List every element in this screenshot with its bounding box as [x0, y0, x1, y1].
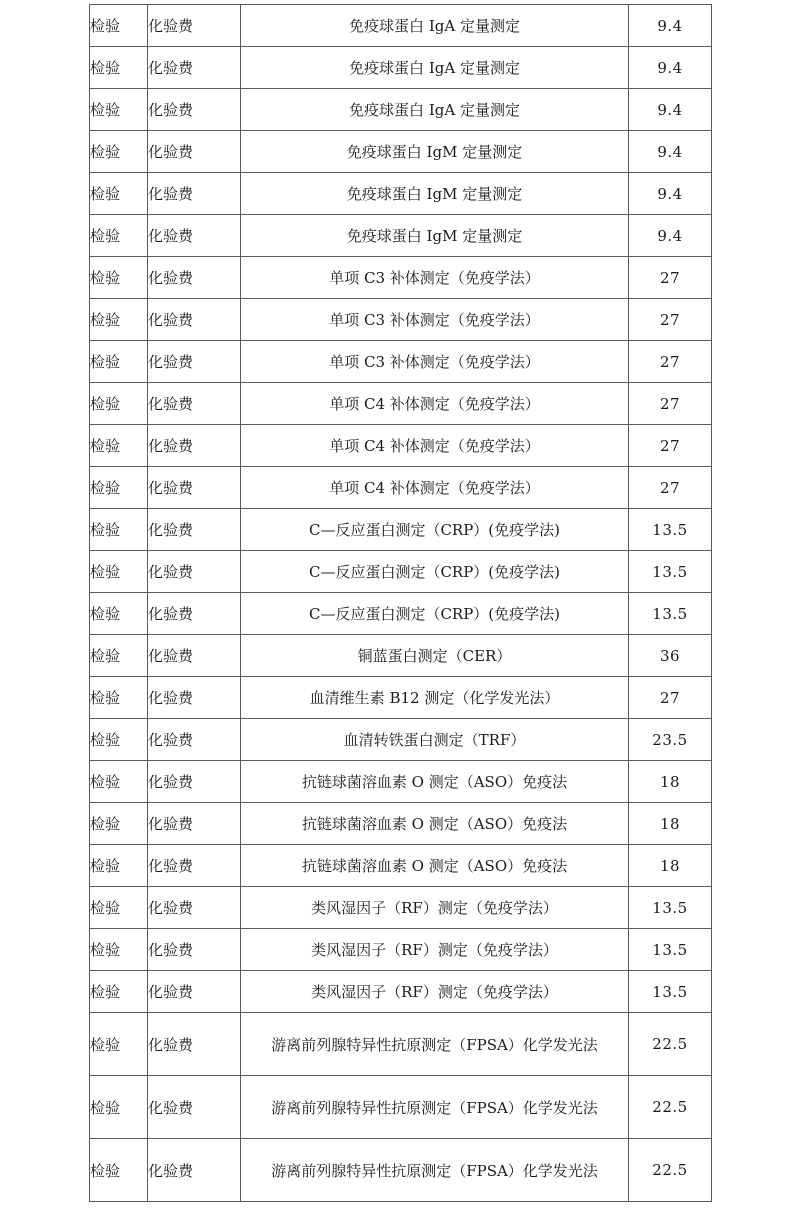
item-name-cell: 免疫球蛋白 IgM 定量测定 — [241, 173, 629, 215]
subcategory-cell: 化验费 — [148, 719, 241, 761]
fee-table — [89, 4, 712, 1202]
price-cell: 13.5 — [629, 887, 712, 929]
table-row — [90, 551, 712, 593]
table-row — [90, 971, 712, 1013]
table-row — [90, 635, 712, 677]
subcategory-cell: 化验费 — [148, 47, 241, 89]
price-cell: 22.5 — [629, 1076, 712, 1139]
category-cell: 检验 — [90, 761, 148, 803]
subcategory-cell: 化验费 — [148, 299, 241, 341]
item-name-cell: 抗链球菌溶血素 O 测定（ASO）免疫法 — [241, 803, 629, 845]
subcategory-cell: 化验费 — [148, 5, 241, 47]
subcategory-cell: 化验费 — [148, 845, 241, 887]
price-cell: 18 — [629, 761, 712, 803]
subcategory-cell: 化验费 — [148, 173, 241, 215]
item-name-cell: 游离前列腺特异性抗原测定（FPSA）化学发光法 — [241, 1076, 629, 1139]
price-cell: 27 — [629, 677, 712, 719]
table-row — [90, 425, 712, 467]
category-cell: 检验 — [90, 803, 148, 845]
table-row — [90, 383, 712, 425]
category-cell: 检验 — [90, 677, 148, 719]
category-cell: 检验 — [90, 929, 148, 971]
price-cell: 13.5 — [629, 551, 712, 593]
table-row — [90, 1139, 712, 1202]
category-cell: 检验 — [90, 425, 148, 467]
subcategory-cell: 化验费 — [148, 803, 241, 845]
item-name-cell: 单项 C3 补体测定（免疫学法） — [241, 257, 629, 299]
price-cell: 22.5 — [629, 1139, 712, 1202]
category-cell: 检验 — [90, 1139, 148, 1202]
price-cell: 9.4 — [629, 5, 712, 47]
price-cell: 18 — [629, 803, 712, 845]
table-row — [90, 677, 712, 719]
category-cell: 检验 — [90, 719, 148, 761]
category-cell: 检验 — [90, 887, 148, 929]
subcategory-cell: 化验费 — [148, 215, 241, 257]
category-cell: 检验 — [90, 845, 148, 887]
table-row — [90, 845, 712, 887]
table-row — [90, 299, 712, 341]
price-cell: 27 — [629, 257, 712, 299]
price-cell: 27 — [629, 341, 712, 383]
table-row — [90, 1013, 712, 1076]
price-cell: 9.4 — [629, 131, 712, 173]
subcategory-cell: 化验费 — [148, 257, 241, 299]
subcategory-cell: 化验费 — [148, 383, 241, 425]
category-cell: 检验 — [90, 971, 148, 1013]
table-row — [90, 929, 712, 971]
table-row — [90, 719, 712, 761]
category-cell: 检验 — [90, 47, 148, 89]
item-name-cell: 血清转铁蛋白测定（TRF） — [241, 719, 629, 761]
item-name-cell: 血清维生素 B12 测定（化学发光法） — [241, 677, 629, 719]
table-row — [90, 89, 712, 131]
price-cell: 9.4 — [629, 89, 712, 131]
table-row — [90, 173, 712, 215]
table-row — [90, 131, 712, 173]
subcategory-cell: 化验费 — [148, 761, 241, 803]
category-cell: 检验 — [90, 383, 148, 425]
item-name-cell: 抗链球菌溶血素 O 测定（ASO）免疫法 — [241, 845, 629, 887]
category-cell: 检验 — [90, 341, 148, 383]
table-row — [90, 257, 712, 299]
price-cell: 9.4 — [629, 47, 712, 89]
item-name-cell: 类风湿因子（RF）测定（免疫学法） — [241, 971, 629, 1013]
subcategory-cell: 化验费 — [148, 467, 241, 509]
table-row — [90, 467, 712, 509]
subcategory-cell: 化验费 — [148, 425, 241, 467]
item-name-cell: 免疫球蛋白 IgA 定量测定 — [241, 5, 629, 47]
price-cell: 9.4 — [629, 173, 712, 215]
subcategory-cell: 化验费 — [148, 551, 241, 593]
item-name-cell: C—反应蛋白测定（CRP）(免疫学法) — [241, 509, 629, 551]
item-name-cell: 免疫球蛋白 IgM 定量测定 — [241, 131, 629, 173]
table-row — [90, 593, 712, 635]
subcategory-cell: 化验费 — [148, 131, 241, 173]
item-name-cell: 游离前列腺特异性抗原测定（FPSA）化学发光法 — [241, 1013, 629, 1076]
table-row — [90, 5, 712, 47]
price-cell: 9.4 — [629, 215, 712, 257]
item-name-cell: 游离前列腺特异性抗原测定（FPSA）化学发光法 — [241, 1139, 629, 1202]
price-cell: 13.5 — [629, 509, 712, 551]
item-name-cell: 类风湿因子（RF）测定（免疫学法） — [241, 929, 629, 971]
fee-table-body — [90, 5, 712, 1202]
category-cell: 检验 — [90, 593, 148, 635]
category-cell: 检验 — [90, 509, 148, 551]
table-row — [90, 803, 712, 845]
price-cell: 13.5 — [629, 593, 712, 635]
table-row — [90, 509, 712, 551]
subcategory-cell: 化验费 — [148, 1013, 241, 1076]
price-cell: 27 — [629, 467, 712, 509]
subcategory-cell: 化验费 — [148, 635, 241, 677]
subcategory-cell: 化验费 — [148, 509, 241, 551]
item-name-cell: 免疫球蛋白 IgA 定量测定 — [241, 89, 629, 131]
subcategory-cell: 化验费 — [148, 929, 241, 971]
item-name-cell: C—反应蛋白测定（CRP）(免疫学法) — [241, 551, 629, 593]
item-name-cell: 单项 C3 补体测定（免疫学法） — [241, 341, 629, 383]
subcategory-cell: 化验费 — [148, 887, 241, 929]
price-cell: 27 — [629, 383, 712, 425]
item-name-cell: 抗链球菌溶血素 O 测定（ASO）免疫法 — [241, 761, 629, 803]
price-cell: 36 — [629, 635, 712, 677]
subcategory-cell: 化验费 — [148, 341, 241, 383]
category-cell: 检验 — [90, 551, 148, 593]
item-name-cell: 单项 C4 补体测定（免疫学法） — [241, 467, 629, 509]
table-row — [90, 1076, 712, 1139]
item-name-cell: 类风湿因子（RF）测定（免疫学法） — [241, 887, 629, 929]
subcategory-cell: 化验费 — [148, 593, 241, 635]
table-row — [90, 341, 712, 383]
category-cell: 检验 — [90, 467, 148, 509]
item-name-cell: 单项 C4 补体测定（免疫学法） — [241, 425, 629, 467]
subcategory-cell: 化验费 — [148, 89, 241, 131]
item-name-cell: 免疫球蛋白 IgM 定量测定 — [241, 215, 629, 257]
category-cell: 检验 — [90, 1076, 148, 1139]
price-cell: 23.5 — [629, 719, 712, 761]
subcategory-cell: 化验费 — [148, 1139, 241, 1202]
category-cell: 检验 — [90, 299, 148, 341]
category-cell: 检验 — [90, 635, 148, 677]
table-row — [90, 761, 712, 803]
table-row — [90, 887, 712, 929]
item-name-cell: 免疫球蛋白 IgA 定量测定 — [241, 47, 629, 89]
category-cell: 检验 — [90, 257, 148, 299]
table-row — [90, 47, 712, 89]
price-cell: 13.5 — [629, 971, 712, 1013]
table-row — [90, 215, 712, 257]
category-cell: 检验 — [90, 215, 148, 257]
subcategory-cell: 化验费 — [148, 1076, 241, 1139]
price-cell: 27 — [629, 425, 712, 467]
category-cell: 检验 — [90, 131, 148, 173]
price-cell: 27 — [629, 299, 712, 341]
price-cell: 18 — [629, 845, 712, 887]
item-name-cell: 单项 C4 补体测定（免疫学法） — [241, 383, 629, 425]
subcategory-cell: 化验费 — [148, 677, 241, 719]
category-cell: 检验 — [90, 5, 148, 47]
price-cell: 13.5 — [629, 929, 712, 971]
item-name-cell: C—反应蛋白测定（CRP）(免疫学法) — [241, 593, 629, 635]
price-cell: 22.5 — [629, 1013, 712, 1076]
category-cell: 检验 — [90, 1013, 148, 1076]
subcategory-cell: 化验费 — [148, 971, 241, 1013]
item-name-cell: 单项 C3 补体测定（免疫学法） — [241, 299, 629, 341]
category-cell: 检验 — [90, 173, 148, 215]
category-cell: 检验 — [90, 89, 148, 131]
item-name-cell: 铜蓝蛋白测定（CER） — [241, 635, 629, 677]
